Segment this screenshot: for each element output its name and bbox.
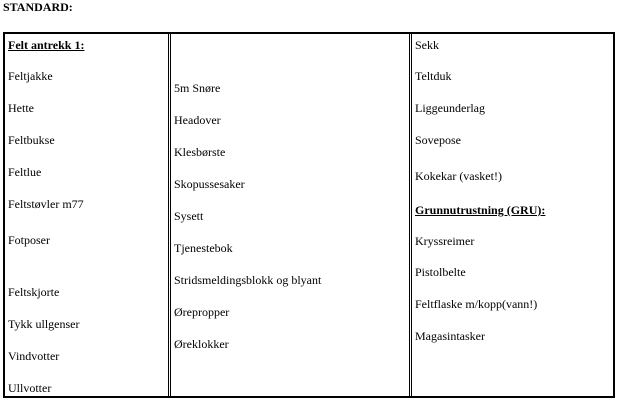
list-item: Kokekar (vasket!): [415, 169, 502, 183]
list-item: 5m Snøre: [174, 81, 221, 95]
list-item: Feltflaske m/kopp(vann!): [415, 297, 538, 311]
list-item: Feltskjorte: [8, 285, 60, 299]
list-item: Sekk: [415, 38, 439, 52]
list-item: Feltstøvler m77: [8, 197, 84, 211]
list-item: Hette: [8, 101, 34, 115]
list-item: Teltduk: [415, 69, 452, 83]
list-item: Stridsmeldingsblokk og blyant: [174, 273, 322, 287]
list-item: Liggeunderlag: [415, 101, 485, 115]
list-item: Øreklokker: [174, 337, 229, 351]
list-item: Headover: [174, 113, 221, 127]
list-item: Vindvotter: [8, 349, 60, 363]
list-item: Kryssreimer: [415, 234, 475, 248]
column-header-felt-antrekk: Felt antrekk 1:: [8, 38, 85, 52]
list-item: Skopussesaker: [174, 177, 245, 191]
list-item: Sovepose: [415, 133, 461, 147]
list-item: Feltjakke: [8, 69, 53, 83]
list-item: Tjenestebok: [174, 241, 233, 255]
list-item: Klesbørste: [174, 145, 226, 159]
list-item: Feltbukse: [8, 133, 55, 147]
section-heading: STANDARD:: [3, 0, 73, 14]
column-misc-items: [170, 34, 411, 396]
subheader-grunnutrustning: Grunnutrustning (GRU):: [415, 203, 546, 217]
list-item: Feltlue: [8, 165, 42, 179]
list-item: Tykk ullgenser: [8, 317, 80, 331]
list-item: Sysett: [174, 209, 204, 223]
column-gear: [411, 34, 614, 396]
list-item: Magasintasker: [415, 329, 485, 343]
list-item: Ullvotter: [8, 381, 52, 395]
column-felt-antrekk: [5, 34, 168, 396]
list-item: Ørepropper: [174, 305, 230, 319]
list-item: Pistolbelte: [415, 265, 466, 279]
list-item: Fotposer: [8, 233, 50, 247]
equipment-table: [3, 32, 615, 398]
